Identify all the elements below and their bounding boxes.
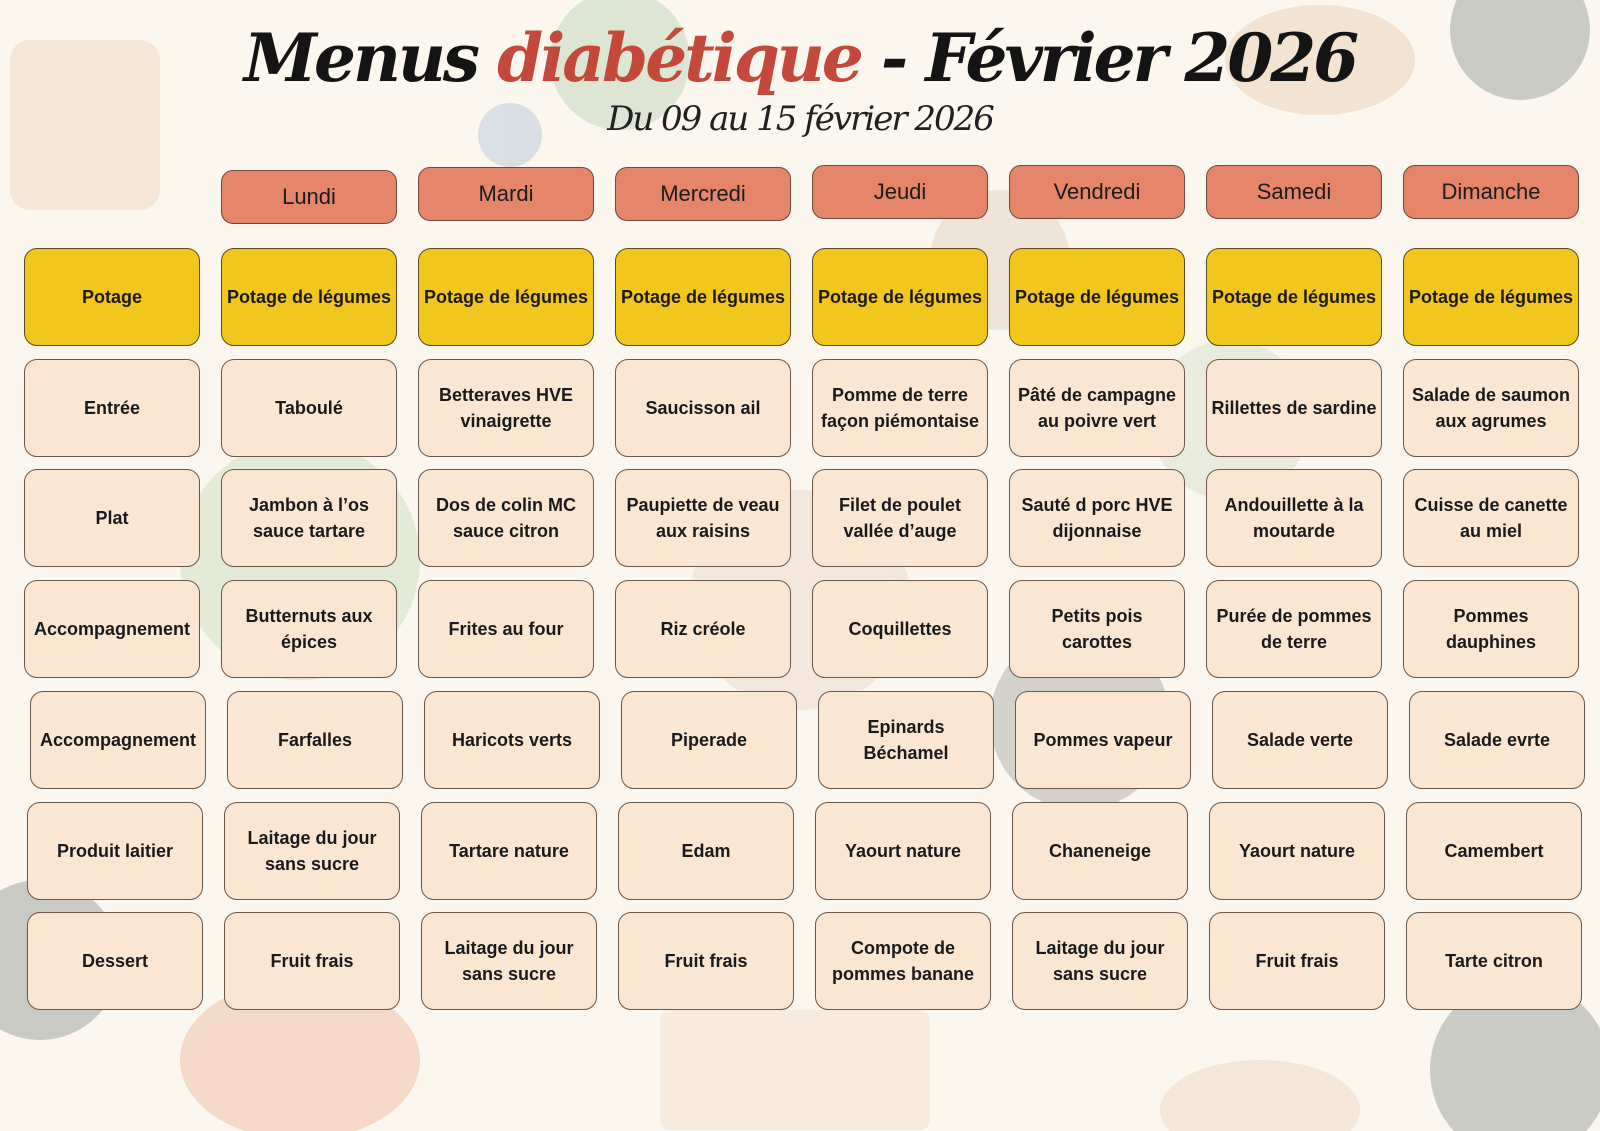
menu-cell: Compote de pommes banane <box>815 912 991 1010</box>
menu-cell: Yaourt nature <box>1209 802 1385 900</box>
menu-cell: Potage de légumes <box>1009 248 1185 346</box>
menu-cell: Rillettes de sardine <box>1206 359 1382 457</box>
menu-cell: Fruit frais <box>224 912 400 1010</box>
menu-cell: Tartare nature <box>421 802 597 900</box>
menu-cell: Taboulé <box>221 359 397 457</box>
menu-cell: Farfalles <box>227 691 403 789</box>
menu-cell: Jambon à l’os sauce tartare <box>221 469 397 567</box>
menu-cell: Laitage du jour sans sucre <box>224 802 400 900</box>
menu-cell: Pâté de campagne au poivre vert <box>1009 359 1185 457</box>
row-label-produit-laitier: Produit laitier <box>27 802 203 900</box>
menu-cell: Piperade <box>621 691 797 789</box>
menu-cell: Cuisse de canette au miel <box>1403 469 1579 567</box>
day-header-mercredi: Mercredi <box>615 167 791 221</box>
menu-cell: Chaneneige <box>1012 802 1188 900</box>
menu-cell: Salade verte <box>1212 691 1388 789</box>
row-label-accompagnement: Accompagnement <box>24 580 200 678</box>
paper-illustration <box>660 1010 930 1130</box>
row-label-entree: Entrée <box>24 359 200 457</box>
row-label-dessert: Dessert <box>27 912 203 1010</box>
day-header-jeudi: Jeudi <box>812 165 988 219</box>
menu-cell: Potage de légumes <box>812 248 988 346</box>
menu-cell: Riz créole <box>615 580 791 678</box>
menu-cell: Edam <box>618 802 794 900</box>
menu-cell: Andouillette à la moutarde <box>1206 469 1382 567</box>
menu-cell: Fruit frais <box>1209 912 1385 1010</box>
menu-cell: Petits pois carottes <box>1009 580 1185 678</box>
menu-cell: Betteraves HVE vinaigrette <box>418 359 594 457</box>
menu-cell: Paupiette de veau aux raisins <box>615 469 791 567</box>
day-header-mardi: Mardi <box>418 167 594 221</box>
title-suffix: - Février 2026 <box>860 19 1357 97</box>
title-accent: diabétique <box>497 19 861 97</box>
menu-cell: Salade de saumon aux agrumes <box>1403 359 1579 457</box>
menu-cell: Tarte citron <box>1406 912 1582 1010</box>
day-header-lundi: Lundi <box>221 170 397 224</box>
menu-cell: Fruit frais <box>618 912 794 1010</box>
menu-cell: Potage de légumes <box>221 248 397 346</box>
menu-cell: Haricots verts <box>424 691 600 789</box>
menu-cell: Potage de légumes <box>1403 248 1579 346</box>
row-label-plat: Plat <box>24 469 200 567</box>
menu-cell: Laitage du jour sans sucre <box>421 912 597 1010</box>
menu-cell: Filet de poulet vallée d’auge <box>812 469 988 567</box>
day-header-vendredi: Vendredi <box>1009 165 1185 219</box>
day-header-samedi: Samedi <box>1206 165 1382 219</box>
menu-cell: Laitage du jour sans sucre <box>1012 912 1188 1010</box>
menu-cell: Dos de colin MC sauce citron <box>418 469 594 567</box>
menu-cell: Purée de pommes de terre <box>1206 580 1382 678</box>
menu-cell: Butternuts aux épices <box>221 580 397 678</box>
menu-cell: Pommes dauphines <box>1403 580 1579 678</box>
day-header-dimanche: Dimanche <box>1403 165 1579 219</box>
page-title <box>0 18 1600 98</box>
menu-cell: Pommes vapeur <box>1015 691 1191 789</box>
menu-cell: Salade evrte <box>1409 691 1585 789</box>
bowl-illustration-2 <box>1160 1060 1360 1131</box>
menu-cell: Potage de légumes <box>1206 248 1382 346</box>
menu-cell: Potage de légumes <box>615 248 791 346</box>
menu-cell: Yaourt nature <box>815 802 991 900</box>
date-range-subtitle: Du 09 au 15 février 2026 <box>607 99 993 139</box>
menu-cell: Pomme de terre façon piémontaise <box>812 359 988 457</box>
menu-cell: Frites au four <box>418 580 594 678</box>
title-prefix: Menus <box>243 19 498 97</box>
menu-cell: Coquillettes <box>812 580 988 678</box>
menu-cell: Sauté d porc HVE dijonnaise <box>1009 469 1185 567</box>
row-label-accompagnement-2: Accompagnement <box>30 691 206 789</box>
menu-cell: Potage de légumes <box>418 248 594 346</box>
menu-cell: Saucisson ail <box>615 359 791 457</box>
row-label-potage: Potage <box>24 248 200 346</box>
menu-cell: Epinards Béchamel <box>818 691 994 789</box>
menu-cell: Camembert <box>1406 802 1582 900</box>
